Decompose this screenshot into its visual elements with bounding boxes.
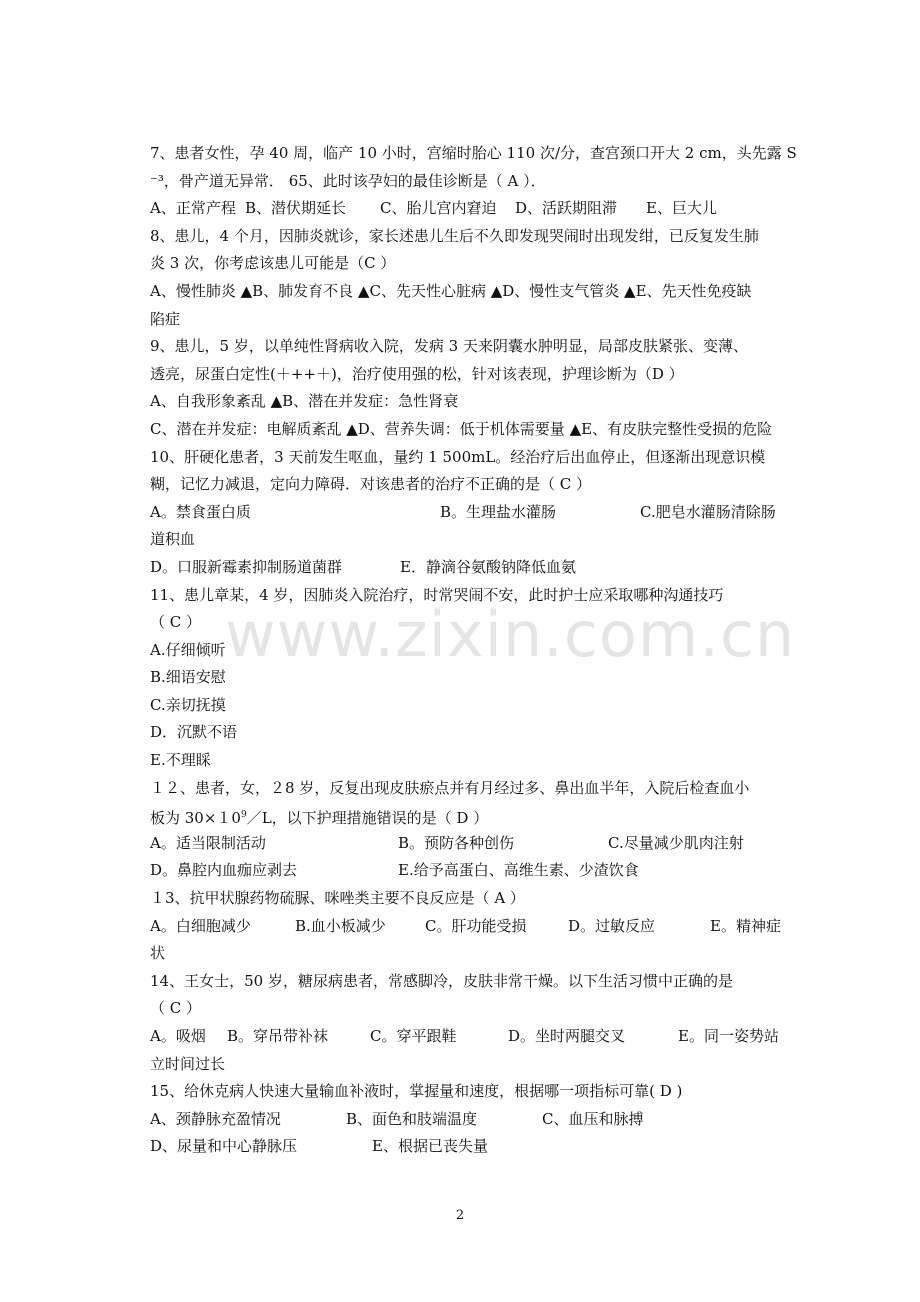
q15-option-a: A、颈静脉充盈情况 (150, 1109, 281, 1128)
q12-option-c: C.尽量减少肌肉注射 (608, 833, 744, 852)
q14-options (150, 1023, 800, 1051)
q9-stem-line1: 9、患儿，5 岁，以单纯性肾病收入院，发病 3 天来阴囊水肿明显，局部皮肤紧张、变薄、 (150, 337, 748, 356)
q8-options-line2: 陷症 (150, 309, 181, 328)
q14-option-e-cont: 立时间过长 (150, 1054, 226, 1073)
q9-options-line2: C、潜在并发症：电解质紊乱 ▲D、营养失调：低于机体需要量 ▲E、有皮肤完整性受损的危险 (150, 419, 773, 438)
q12-option-b: B。预防各种创伤 (398, 833, 515, 852)
q9-options-line1: A、自我形象紊乱 ▲B、潜在并发症：急性肾衰 (150, 392, 459, 411)
q7-option-c: C、胎儿宫内窘迫 (380, 199, 497, 218)
q8-options-line1: A、慢性肺炎 ▲B、肺发育不良 ▲C、先天性心脏病 ▲D、慢性支气管炎 ▲E、先天性免疫缺 (150, 281, 752, 300)
q12-stem-post: ／L，以下护理措施错误的是（ D ） (246, 809, 489, 828)
q13-options (150, 913, 800, 941)
q15-options-row1 (150, 1106, 800, 1134)
q12-exponent: 9 (240, 810, 247, 821)
q12-stem-pre: 板为 30×１0 (150, 809, 241, 828)
q14-option-b: B。穿吊带补袜 (227, 1027, 329, 1045)
q15-options-row2 (150, 1133, 800, 1161)
page-number: 2 (455, 1208, 465, 1223)
q10-option-e: E．静滴谷氨酸钠降低血氨 (400, 557, 576, 576)
q8-stem-line2: 炎 3 次，你考虑该患儿可能是（C ） (150, 254, 396, 273)
q14-stem-line2: （ C ） (150, 999, 202, 1018)
q10-option-c-cont: 道积血 (150, 530, 196, 549)
q13-option-e-cont: 状 (150, 944, 166, 963)
q7-option-b: B、潜伏期延长 (245, 199, 347, 218)
q7-option-a: A、正常产程 (150, 199, 236, 218)
watermark: www.zixin.com.cn (225, 598, 796, 671)
q7-stem-line1: 7、患者女性，孕 40 周，临产 10 小时，宫缩时胎心 110 次/分，查宫颈口开大 2 cm，头先露 S (150, 144, 797, 162)
q10-options-row1 (150, 499, 800, 527)
q14-option-c: C。穿平跟鞋 (370, 1027, 457, 1045)
q13-option-b: B.血小板减少 (295, 916, 386, 935)
q13-option-e: E。精神症 (710, 916, 781, 935)
q13-option-a: A。白细胞减少 (150, 916, 251, 935)
q13-option-d: D。过敏反应 (568, 916, 656, 935)
q15-option-b: B、面色和肢端温度 (346, 1109, 478, 1128)
q12-options-row2 (150, 857, 800, 885)
q13-stem-line1: １3、抗甲状腺药物硫脲、咪唑类主要不良反应是（ A ） (150, 889, 525, 908)
q10-option-d: D。口服新霉素抑制肠道菌群 (150, 557, 343, 576)
q10-option-c: C.肥皂水灌肠清除肠 (640, 502, 776, 521)
q14-option-a: A。吸烟 (150, 1027, 206, 1045)
exam-page (150, 140, 800, 1161)
q14-option-e: E。同一姿势站 (678, 1027, 779, 1045)
q12-option-e: E.给予高蛋白、高维生素、少渣饮食 (398, 861, 639, 880)
q7-options (150, 195, 800, 223)
q12-option-a: A。适当限制活动 (150, 833, 266, 852)
q7-stem-line2: ⁻³，骨产道无异常． 65、此时该孕妇的最佳诊断是（ A ）． (150, 171, 546, 190)
q13-option-c: C。肝功能受损 (425, 916, 527, 935)
q7-option-e: E、巨大儿 (646, 199, 717, 218)
q12-options-row1 (150, 830, 800, 858)
q10-stem-line2: 糊，记忆力减退，定向力障碍．对该患者的治疗不正确的是（ C ） (150, 475, 592, 494)
q11-option-b: B.细语安慰 (150, 668, 226, 687)
q9-stem-line2: 透亮，尿蛋白定性(＋++＋)，治疗使用强的松，针对该表现，护理诊断为（D ） (150, 364, 684, 383)
q15-option-d: D、尿量和中心静脉压 (150, 1137, 298, 1156)
q11-option-c: C.亲切抚摸 (150, 695, 226, 714)
q11-option-a: A.仔细倾听 (150, 640, 226, 659)
q12-option-d: D。鼻腔内血痂应剥去 (150, 861, 298, 880)
q12-stem-line1: １２、患者，女，２8 岁，反复出现皮肤瘀点并有月经过多、鼻出血半年，入院后检查血小 (150, 778, 750, 797)
q15-option-e: E、根据已丧失量 (372, 1137, 488, 1156)
q11-option-d: D．沉默不语 (150, 723, 238, 742)
q15-option-c: C、血压和脉搏 (542, 1109, 644, 1128)
q10-option-b: B。生理盐水灌肠 (440, 502, 557, 521)
q7-option-d: D、活跃期阻滞 (515, 199, 618, 218)
q11-stem-line1: 11、患儿章某，4 岁，因肺炎入院治疗，时常哭闹不安，此时护士应采取哪种沟通技巧 (150, 585, 724, 604)
q11-option-e: E.不理睬 (150, 751, 211, 770)
q14-stem-line1: 14、王女士，50 岁，糖尿病患者，常感脚冷，皮肤非常干燥。以下生活习惯中正确的是 (150, 971, 733, 990)
q14-option-d: D。坐时两腿交叉 (508, 1027, 626, 1045)
q10-stem-line1: 10、肝硬化患者，3 天前发生呕血，量约 1 500mL。经治疗后出血停止，但逐渐出现意识模 (150, 447, 766, 466)
q12-stem-line2 (150, 802, 800, 830)
q10-options-row2 (150, 554, 800, 582)
q10-option-a: A。禁食蛋白质 (150, 502, 251, 521)
q8-stem-line1: 8、患儿，4 个月，因肺炎就诊，家长述患儿生后不久即发现哭闹时出现发绀，已反复发生肺 (150, 226, 759, 245)
q15-stem-line1: 15、给休克病人快速大量输血补液时，掌握量和速度，根据哪一项指标可靠( D ) (150, 1082, 683, 1101)
q11-stem-line2: （ C ） (150, 613, 202, 632)
